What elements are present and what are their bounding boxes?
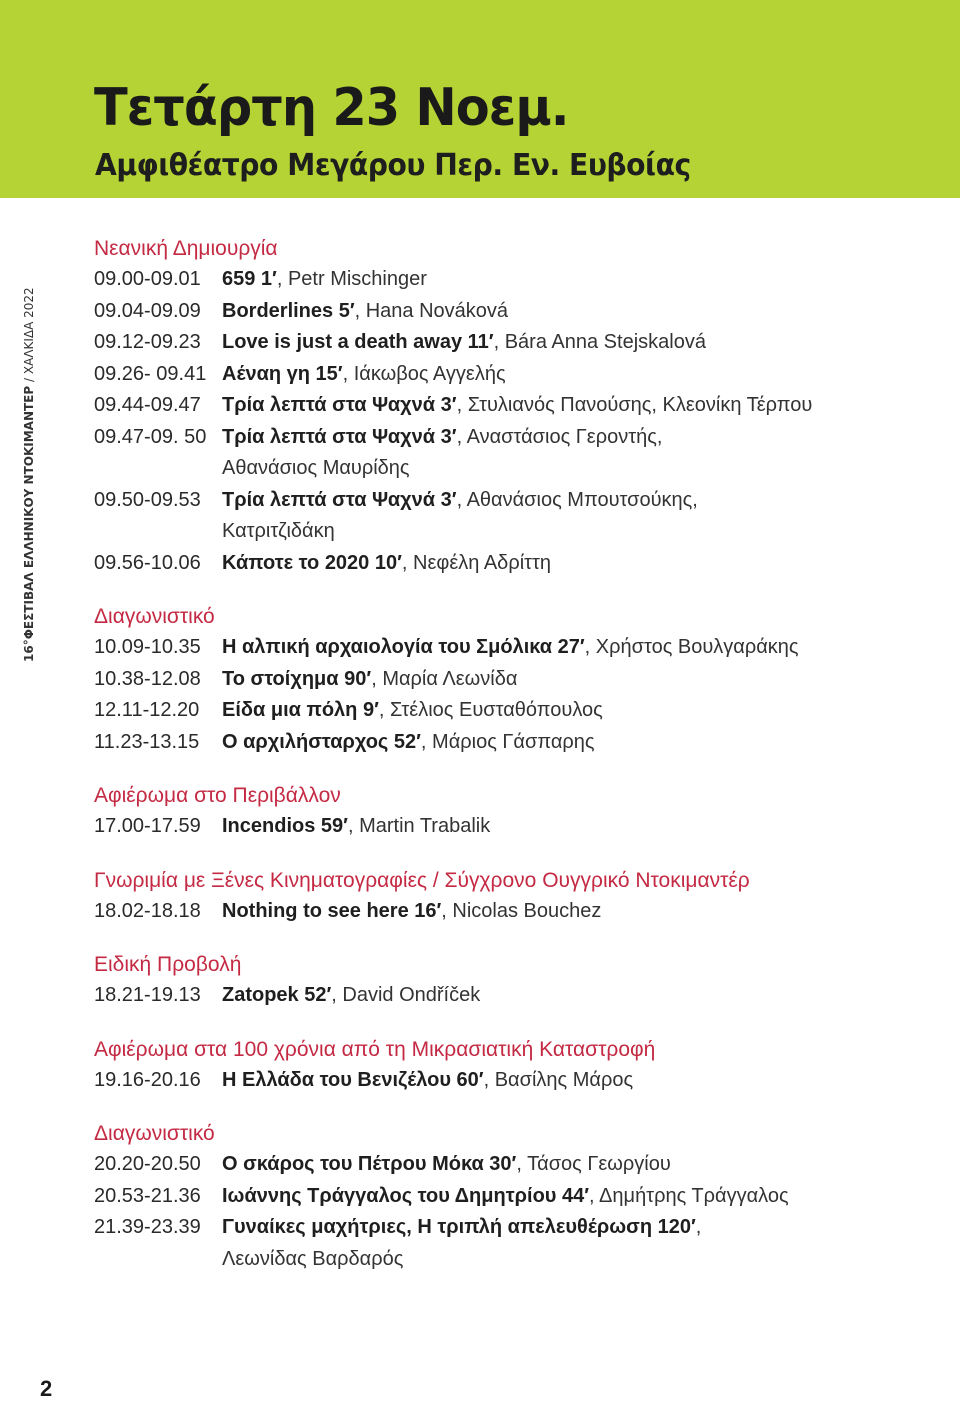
screening-description (222, 632, 934, 664)
screening-description (222, 296, 934, 328)
film-director: , Μαρία Λεωνίδα (371, 667, 518, 690)
film-title: Incendios 59′ (222, 815, 348, 837)
film-director: , Αθανάσιος Μπουτσούκης, (456, 488, 698, 511)
festival-location-year: / ΧΑΛΚΙΔΑ 2022 (22, 287, 36, 386)
screening-time: 18.02-18.18 (94, 899, 201, 922)
section-title: Γνωριμία με Ξένες Κινηματογραφίες / Σύγχρονο Ουγγρικό Ντοκιμαντέρ (94, 868, 750, 892)
screening-time: 09.04-09.09 (94, 299, 201, 322)
screening-time: 11.23-13.15 (94, 730, 200, 753)
film-director: , (695, 1216, 702, 1238)
page-title: Τετάρτη 23 Νοεμ. (94, 78, 569, 138)
schedule-section (94, 233, 934, 579)
schedule-section (94, 949, 934, 1012)
screening-time: 09.56-10.06 (94, 551, 201, 574)
screening-description (222, 664, 934, 696)
screening-row (94, 1149, 934, 1181)
film-title: Τρία λεπτά στα Ψαχνά 3′ (222, 394, 457, 416)
screening-row (94, 327, 934, 359)
film-title: Η Ελλάδα του Βενιζέλου 60′ (222, 1068, 484, 1091)
section-title: Διαγωνιστικό (94, 605, 215, 628)
screening-description (222, 980, 934, 1012)
film-title: Κάποτε το 2020 10′ (222, 551, 402, 574)
screening-row (94, 390, 934, 422)
screening-row (94, 695, 934, 727)
schedule-section (94, 865, 934, 928)
film-title: Love is just a death away 11′ (222, 331, 494, 353)
film-director: , Ιάκωβος Αγγελής (342, 362, 506, 385)
film-title: 659 1′ (222, 268, 277, 290)
film-director: , Στέλιος Ευσταθόπουλος (378, 699, 603, 721)
screening-description (222, 422, 934, 485)
screening-description (222, 811, 934, 843)
section-title: Αφιέρωμα στα 100 χρόνια από τη Μικρασιατική Καταστροφή (94, 1037, 656, 1061)
screening-description (222, 548, 934, 580)
page-number: 2 (40, 1376, 53, 1401)
screening-row (94, 896, 934, 928)
screening-row (94, 359, 934, 391)
screening-row (94, 727, 934, 759)
film-director: , Petr Mischinger (276, 268, 427, 290)
screening-row (94, 1212, 934, 1275)
screening-row (94, 632, 934, 664)
screening-description (222, 485, 934, 548)
film-title: Γυναίκες μαχήτριες, Η τριπλή απελευθέρωση 120′ (222, 1216, 696, 1238)
screening-row (94, 811, 934, 843)
section-title: Διαγωνιστικό (94, 1122, 215, 1145)
festival-side-label (22, 287, 36, 662)
film-title: Nothing to see here 16′ (222, 899, 442, 922)
screening-description (222, 1212, 934, 1275)
film-title: Αέναη γη 15′ (222, 362, 343, 385)
film-title: Είδα μια πόλη 9′ (222, 699, 379, 721)
screening-description (222, 359, 934, 391)
screening-description (222, 327, 934, 359)
header-band (0, 0, 960, 198)
screening-time: 17.00-17.59 (94, 815, 201, 837)
screening-description (222, 1065, 934, 1097)
film-title: Το στοίχημα 90′ (222, 667, 372, 690)
film-director-continued: Κατριτζιδάκη (222, 520, 335, 542)
screening-description (222, 264, 934, 296)
screening-row (94, 422, 934, 485)
screening-row (94, 264, 934, 296)
screening-row (94, 485, 934, 548)
screening-time: 20.20-20.50 (94, 1153, 201, 1175)
film-director-continued: Λεωνίδας Βαρδαρός (222, 1247, 404, 1270)
screening-row (94, 296, 934, 328)
screening-time: 09.12-09.23 (94, 331, 201, 353)
screening-row (94, 548, 934, 580)
festival-name: 16°ΦΕΣΤΙΒΑΛ ΕΛΛΗΝΙΚΟΥ ΝΤΟΚΙΜΑΝΤΕΡ (22, 385, 36, 662)
screening-time: 09.26- 09.41 (94, 362, 207, 385)
screening-description (222, 896, 934, 928)
screening-time: 09.47-09. 50 (94, 425, 207, 448)
screening-time: 12.11-12.20 (94, 699, 200, 721)
screening-time: 10.09-10.35 (94, 636, 201, 658)
film-director: , David Ondříček (331, 984, 481, 1006)
film-title: Η αλπική αρχαιολογία του Σμόλικα 27′ (222, 636, 585, 658)
screening-time: 21.39-23.39 (94, 1216, 201, 1238)
film-director: , Νεφέλη Αδρίττη (401, 551, 552, 574)
screening-row (94, 1065, 934, 1097)
film-title: Ιωάννης Τράγγαλος του Δημητρίου 44′ (222, 1184, 590, 1207)
schedule-section (94, 601, 934, 758)
film-director: , Nicolas Bouchez (441, 899, 602, 922)
film-title: Ο αρχιλήσταρχος 52′ (222, 730, 421, 753)
film-director: , Βασίλης Μάρος (483, 1068, 634, 1091)
section-title: Νεανική Δημιουργία (94, 237, 278, 260)
schedule (94, 233, 934, 1297)
screening-description (222, 1149, 934, 1181)
screening-row (94, 1181, 934, 1213)
film-director-continued: Αθανάσιος Μαυρίδης (222, 457, 410, 479)
film-director: , Τάσος Γεωργίου (516, 1153, 671, 1175)
section-title: Αφιέρωμα στο Περιβάλλον (94, 784, 341, 807)
film-title: Τρία λεπτά στα Ψαχνά 3′ (222, 425, 457, 448)
schedule-section (94, 780, 934, 843)
film-director: , Bára Anna Stejskalová (493, 331, 706, 353)
film-title: Borderlines 5′ (222, 299, 355, 322)
film-director: , Στυλιανός Πανούσης, Κλεονίκη Τέρπου (456, 394, 813, 416)
screening-description (222, 695, 934, 727)
screening-row (94, 980, 934, 1012)
film-title: Zatopek 52′ (222, 984, 332, 1006)
film-title: Τρία λεπτά στα Ψαχνά 3′ (222, 488, 457, 511)
screening-row (94, 664, 934, 696)
venue-subtitle: Αμφιθέατρο Μεγάρου Περ. Εν. Ευβοίας (95, 148, 691, 183)
film-director: , Δημήτρης Τράγγαλος (589, 1184, 789, 1207)
screening-description (222, 727, 934, 759)
screening-time: 18.21-19.13 (94, 984, 201, 1006)
schedule-section (94, 1118, 934, 1275)
screening-time: 19.16-20.16 (94, 1068, 201, 1091)
film-director: , Hana Nováková (354, 299, 509, 322)
screening-time: 09.50-09.53 (94, 488, 201, 511)
screening-time: 09.00-09.01 (94, 268, 201, 290)
film-title: Ο σκάρος του Πέτρου Μόκα 30′ (222, 1153, 517, 1175)
film-director: , Αναστάσιος Γεροντής, (456, 425, 663, 448)
screening-description (222, 1181, 934, 1213)
film-director: , Μάριος Γάσπαρης (420, 730, 595, 753)
screening-time: 10.38-12.08 (94, 667, 201, 690)
screening-time: 20.53-21.36 (94, 1184, 201, 1207)
film-director: , Martin Trabalik (347, 815, 491, 837)
screening-description (222, 390, 934, 422)
film-director: , Χρήστος Βουλγαράκης (584, 636, 799, 658)
schedule-section (94, 1034, 934, 1097)
section-title: Ειδική Προβολή (94, 953, 242, 976)
screening-time: 09.44-09.47 (94, 394, 201, 416)
